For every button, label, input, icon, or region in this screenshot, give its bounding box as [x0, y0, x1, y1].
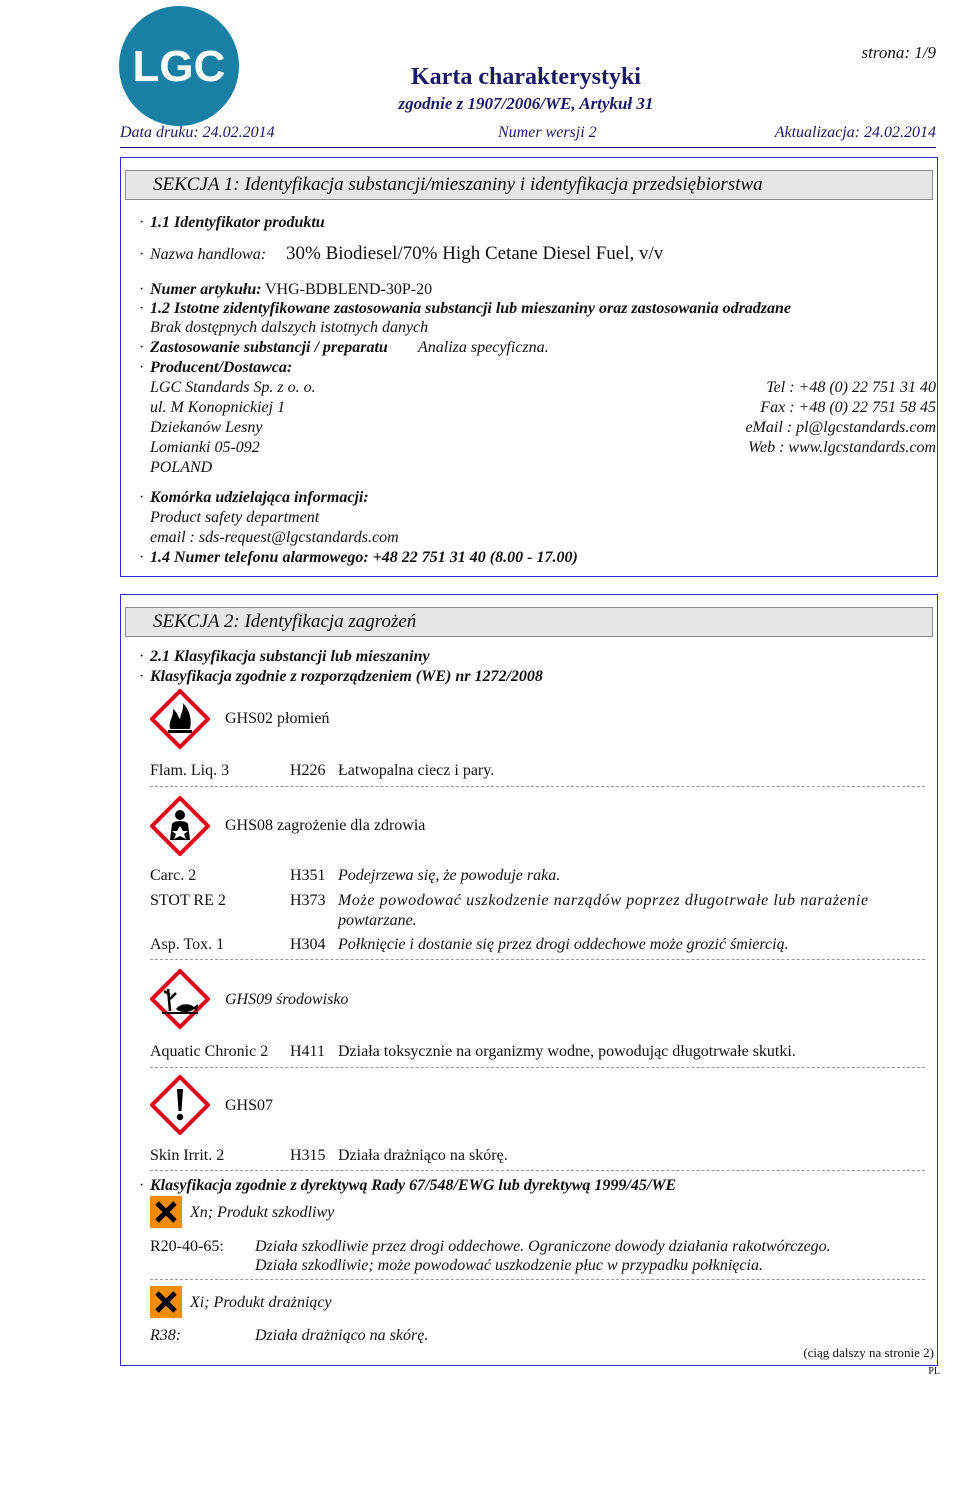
section-1-title: SEKCJA 1: Identyfikacja substancji/mieszaniny i identyfikacja przedsiębiorstwa — [125, 170, 933, 200]
emergency-phone: 1.4 Numer telefonu alarmowego: +48 22 751 31 40 (8.00 - 17.00) — [150, 549, 578, 566]
clp-heading: Klasyfikacja zgodnie z rozporządzeniem (WE) nr 1272/2008 — [150, 668, 543, 685]
email-contact[interactable]: eMail : pl@lgcstandards.com — [745, 419, 936, 436]
xn-label: Xn; Produkt szkodliwy — [190, 1204, 335, 1221]
ghs08-label: GHS08 zagrożenie dla zdrowia — [225, 817, 426, 834]
s1-1-heading: 1.1 Identyfikator produktu — [150, 214, 325, 231]
bullet: · — [139, 549, 145, 566]
producer-label: Producent/Dostawca: — [150, 359, 293, 376]
article-number-value: VHG-BDBLEND-30P-20 — [265, 281, 433, 298]
bullet: · — [139, 359, 145, 376]
r-phrase-text-cont: Działa szkodliwie; może powodować uszkodzenie płuc w przypadku połknięcia. — [255, 1257, 763, 1274]
document-title: Karta charakterystyki — [411, 64, 641, 90]
ghs02-label: GHS02 płomień — [225, 710, 330, 727]
hazard-statement: Działa drażniąco na skórę. — [338, 1147, 508, 1164]
hazard-category: Asp. Tox. 1 — [150, 936, 225, 953]
hazard-category: Aquatic Chronic 2 — [150, 1043, 269, 1060]
r-phrase-text: Działa szkodliwie przez drogi oddechowe. Ograniczone dowody działania rakotwórczego. — [255, 1238, 831, 1255]
address-line: ul. M Konopnickiej 1 — [150, 399, 286, 416]
hazard-statement: Połknięcie i dostanie się przez drogi oddechowe może grozić śmiercią. — [338, 936, 789, 953]
bullet: · — [139, 214, 145, 231]
dashed-divider — [150, 1067, 925, 1068]
page-number: strona: 1/9 — [861, 43, 936, 62]
r-phrase-code: R38: — [150, 1327, 182, 1344]
bullet: · — [139, 489, 145, 506]
document-subtitle: zgodnie z 1907/2006/WE, Artykuł 31 — [398, 94, 654, 113]
r-phrase-code: R20-40-65: — [150, 1238, 224, 1255]
ghs07-label: GHS07 — [225, 1097, 274, 1114]
article-number-label: Numer artykułu: — [150, 281, 262, 298]
hazard-code: H373 — [290, 892, 326, 909]
hazard-category: Flam. Liq. 3 — [150, 762, 230, 779]
dashed-divider — [150, 959, 925, 960]
update-date: Aktualizacja: 24.02.2014 — [774, 124, 936, 141]
exclamation-icon — [150, 1075, 210, 1135]
address-line: Dziekanów Lesny — [150, 419, 263, 436]
trade-name-label: Nazwa handlowa: — [150, 246, 267, 263]
dsd-heading: Klasyfikacja zgodnie z dyrektywą Rady 67/548/EWG lub dyrektywą 1999/45/WE — [150, 1177, 677, 1194]
web-contact[interactable]: Web : www.lgcstandards.com — [748, 439, 936, 456]
hazard-code: H304 — [290, 936, 326, 953]
s2-1-heading: 2.1 Klasyfikacja substancji lub mieszaniny — [150, 648, 430, 665]
bullet: · — [139, 668, 145, 685]
address-line: POLAND — [150, 459, 213, 476]
fax-contact: Fax : +48 (0) 22 751 58 45 — [760, 399, 936, 416]
bullet: · — [139, 300, 145, 317]
hazard-category: Carc. 2 — [150, 867, 197, 884]
bullet: · — [139, 246, 145, 263]
hazard-code: H411 — [290, 1043, 325, 1060]
usage-label: Zastosowanie substancji / preparatu — [150, 339, 388, 356]
flame-icon — [150, 689, 210, 749]
bullet: · — [139, 339, 145, 356]
xi-label: Xi; Produkt drażniący — [190, 1294, 332, 1311]
version-number: Numer wersji 2 — [498, 124, 597, 141]
bullet: · — [139, 1177, 145, 1194]
bullet: · — [139, 648, 145, 665]
hazard-statement: Działa toksycznie na organizmy wodne, powodując długotrwałe skutki. — [338, 1043, 796, 1060]
phone-contact: Tel : +48 (0) 22 751 31 40 — [766, 379, 936, 396]
hazard-statement: Podejrzewa się, że powoduje raka. — [338, 867, 561, 884]
r-phrase-text: Działa drażniąco na skórę. — [255, 1327, 429, 1344]
section-2-title: SEKCJA 2: Identyfikacja zagrożeń — [125, 607, 933, 637]
irritant-x-icon — [150, 1286, 182, 1318]
health-hazard-icon — [150, 796, 210, 856]
dashed-divider — [150, 786, 925, 787]
hazard-code: H351 — [290, 867, 326, 884]
hazard-category: Skin Irrit. 2 — [150, 1147, 225, 1164]
language-code: PL — [928, 1366, 940, 1377]
dashed-divider — [150, 1170, 925, 1171]
hazard-statement-cont: powtarzane. — [338, 912, 417, 929]
logo-text: LGC — [132, 42, 226, 91]
environment-icon — [150, 969, 210, 1029]
info-dept-email[interactable]: email : sds-request@lgcstandards.com — [150, 529, 399, 546]
ghs09-label: GHS09 środowisko — [225, 991, 349, 1008]
info-dept-label: Komórka udzielająca informacji: — [150, 489, 369, 506]
hazard-code: H226 — [290, 762, 326, 779]
bullet: · — [139, 281, 145, 298]
address-line: Lomianki 05-092 — [150, 439, 260, 456]
trade-name-value: 30% Biodiesel/70% High Cetane Diesel Fuel, v/v — [286, 243, 664, 264]
hazard-statement: Może powodować uszkodzenie narządów poprzez długotrwałe lub narażenie — [338, 892, 869, 909]
info-dept-line: Product safety department — [150, 509, 320, 526]
header-divider — [120, 147, 936, 148]
address-line: LGC Standards Sp. z o. o. — [150, 379, 316, 396]
s1-2-heading: 1.2 Istotne zidentyfikowane zastosowania substancji lub mieszaniny oraz zastosowania odradzane — [150, 300, 792, 317]
harmful-x-icon — [150, 1196, 182, 1228]
dashed-divider — [150, 1279, 925, 1280]
hazard-category: STOT RE 2 — [150, 892, 226, 909]
no-data-text: Brak dostępnych dalszych istotnych danych — [150, 319, 429, 336]
continued-note: (ciąg dalszy na stronie 2) — [803, 1345, 934, 1360]
hazard-code: H315 — [290, 1147, 326, 1164]
hazard-statement: Łatwopalna ciecz i pary. — [338, 762, 495, 779]
usage-value: Analiza specyficzna. — [418, 339, 549, 356]
print-date: Data druku: 24.02.2014 — [120, 124, 275, 141]
